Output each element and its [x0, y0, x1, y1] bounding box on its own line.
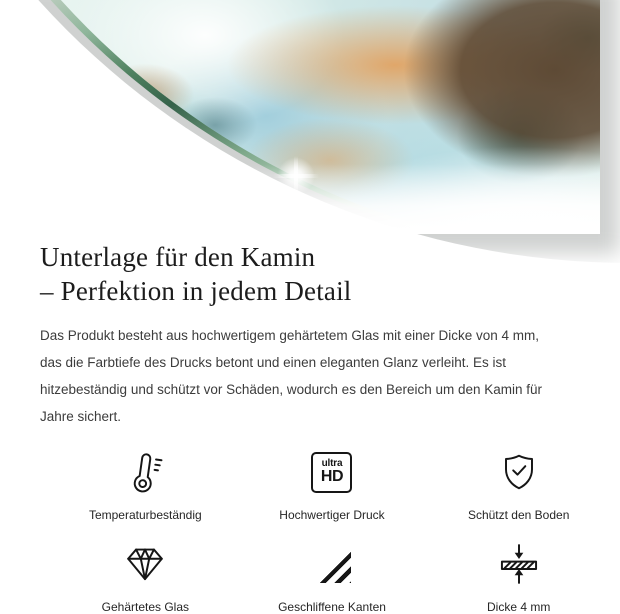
feature-protects-floor: [425, 448, 612, 522]
feature-tempered-glass: [52, 540, 239, 614]
ultra-hd-icon: [311, 448, 352, 496]
ultra-hd-badge-bottom: HD: [320, 467, 344, 485]
thickness-icon: [498, 540, 540, 588]
feature-label: Dicke 4 mm: [486, 600, 551, 614]
feature-grid: [52, 448, 612, 614]
feature-label: Gehärtetes Glas: [101, 600, 190, 614]
page-title: [40, 240, 560, 308]
shield-check-icon: [498, 448, 540, 496]
polished-edges-icon: [313, 540, 351, 588]
feature-label: Hochwertiger Druck: [279, 508, 385, 523]
content-section: [0, 240, 600, 614]
feature-polished-edges: [239, 540, 426, 614]
feature-thickness: [425, 540, 612, 614]
page-title-line2: – Perfektion in jedem Detail: [40, 276, 352, 307]
diamond-icon: [124, 540, 166, 588]
page-title-line1: Unterlage für den Kamin: [40, 242, 316, 272]
feature-label: Temperaturbeständig: [88, 508, 202, 523]
feature-label: Schützt den Boden: [467, 508, 570, 523]
feature-label: Geschliffene Kanten: [278, 600, 386, 614]
hero-fade-overlay-bottom: [0, 164, 600, 234]
feature-high-quality-print: [239, 448, 426, 522]
feature-temperature-resistant: [52, 448, 239, 522]
ultra-hd-badge-top: ultra: [321, 457, 343, 469]
product-description-text: Das Produkt besteht aus hochwertigem gehärtetem Glas mit einer Dicke von 4 mm, das die Farbtiefe des Drucks betont und einen eleganten Glanz verleiht. Es ist hitzebeständig und schützt vor Schäden, wodurch es den Bereich um den Kamin für Jahre sichert.: [40, 328, 543, 425]
thermometer-icon: [124, 448, 166, 496]
product-hero-image: [0, 0, 600, 234]
